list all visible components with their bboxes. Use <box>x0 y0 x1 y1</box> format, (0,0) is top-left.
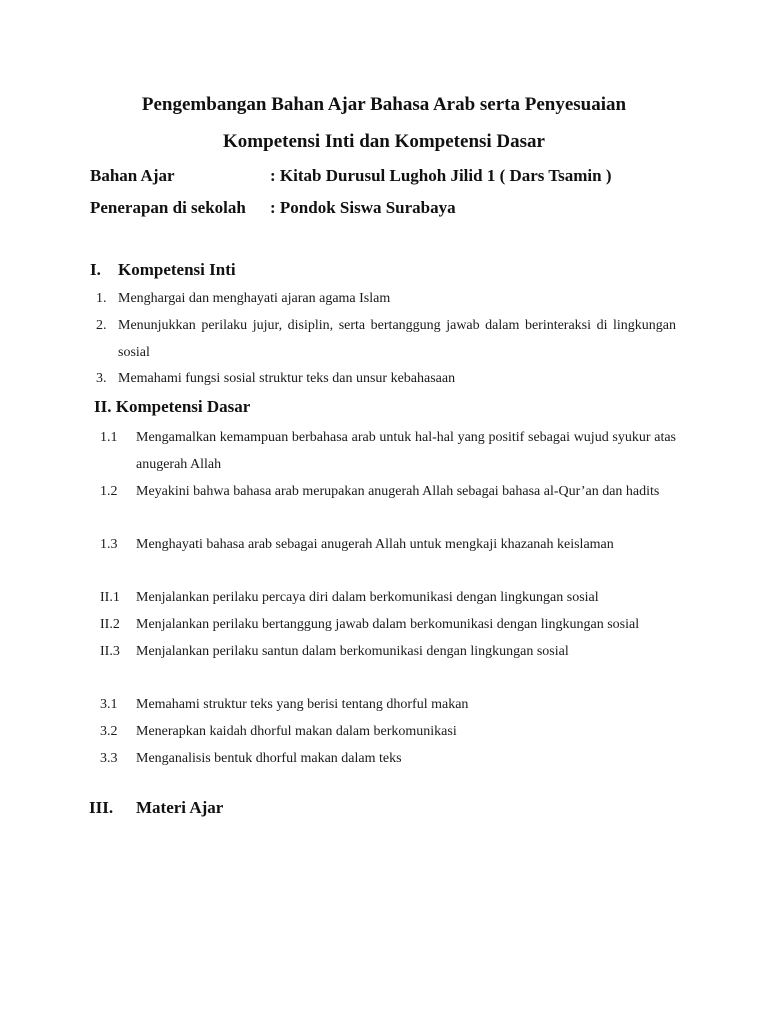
kd-3-3-number: 3.3 <box>100 751 118 766</box>
kd-ii-2-number: II.2 <box>100 617 120 632</box>
ki-item-1-number: 1. <box>96 291 107 306</box>
kd-1-3-number: 1.3 <box>100 537 118 552</box>
ki-item-2-number: 2. <box>96 318 107 333</box>
kd-3-2-text: Menerapkan kaidah dhorful makan dalam berkomunikasi <box>136 724 457 739</box>
kd-3-1-text: Memahami struktur teks yang berisi tentang dhorful makan <box>136 697 469 712</box>
kd-1-1-text: Mengamalkan kemampuan berbahasa arab untuk hal-hal yang positif sebagai wujud syukur atas anugerah Allah <box>136 430 676 472</box>
meta-label-bahan-ajar: Bahan Ajar <box>90 166 175 185</box>
kd-3-3-text: Menganalisis bentuk dhorful makan dalam teks <box>136 751 402 766</box>
kd-1-3-text: Menghayati bahasa arab sebagai anugerah Allah untuk mengkaji khazanah keislaman <box>136 537 614 552</box>
kd-ii-3-text: Menjalankan perilaku santun dalam berkomunikasi dengan lingkungan sosial <box>136 644 569 659</box>
kd-ii-1-number: II.1 <box>100 590 120 605</box>
kd-3-2-number: 3.2 <box>100 724 118 739</box>
ki-item-1-text: Menghargai dan menghayati ajaran agama Islam <box>118 291 391 306</box>
kd-1-2-text: Meyakini bahwa bahasa arab merupakan anugerah Allah sebagai bahasa al-Qur’an dan hadits <box>136 484 660 499</box>
section-1-number: I. <box>90 260 101 279</box>
kd-ii-1-text: Menjalankan perilaku percaya diri dalam berkomunikasi dengan lingkungan sosial <box>136 590 599 605</box>
document-title-line-2: Kompetensi Inti dan Kompetensi Dasar <box>223 131 545 152</box>
section-2-heading: II. Kompetensi Dasar <box>94 397 251 416</box>
section-3-number: III. <box>89 798 114 817</box>
ki-item-3-text: Memahami fungsi sosial struktur teks dan unsur kebahasaan <box>118 371 456 386</box>
kd-ii-3-number: II.3 <box>100 644 120 659</box>
ki-item-3-number: 3. <box>96 371 107 386</box>
section-3-title: Materi Ajar <box>136 798 224 817</box>
meta-label-penerapan: Penerapan di sekolah <box>90 198 246 217</box>
meta-value-bahan-ajar: : Kitab Durusul Lughoh Jilid 1 ( Dars Tsamin ) <box>270 166 612 185</box>
kd-1-2-number: 1.2 <box>100 484 118 499</box>
kd-3-1-number: 3.1 <box>100 697 118 712</box>
ki-item-2-text: Menunjukkan perilaku jujur, disiplin, serta bertanggung jawab dalam berinteraksi di lingkungan sosial <box>118 318 676 360</box>
kd-1-1-number: 1.1 <box>100 430 118 445</box>
meta-value-penerapan: : Pondok Siswa Surabaya <box>270 198 456 217</box>
document-title-line-1: Pengembangan Bahan Ajar Bahasa Arab serta Penyesuaian <box>141 94 627 115</box>
kd-ii-2-text: Menjalankan perilaku bertanggung jawab dalam berkomunikasi dengan lingkungan sosial <box>136 617 640 632</box>
section-1-title: Kompetensi Inti <box>118 260 236 279</box>
